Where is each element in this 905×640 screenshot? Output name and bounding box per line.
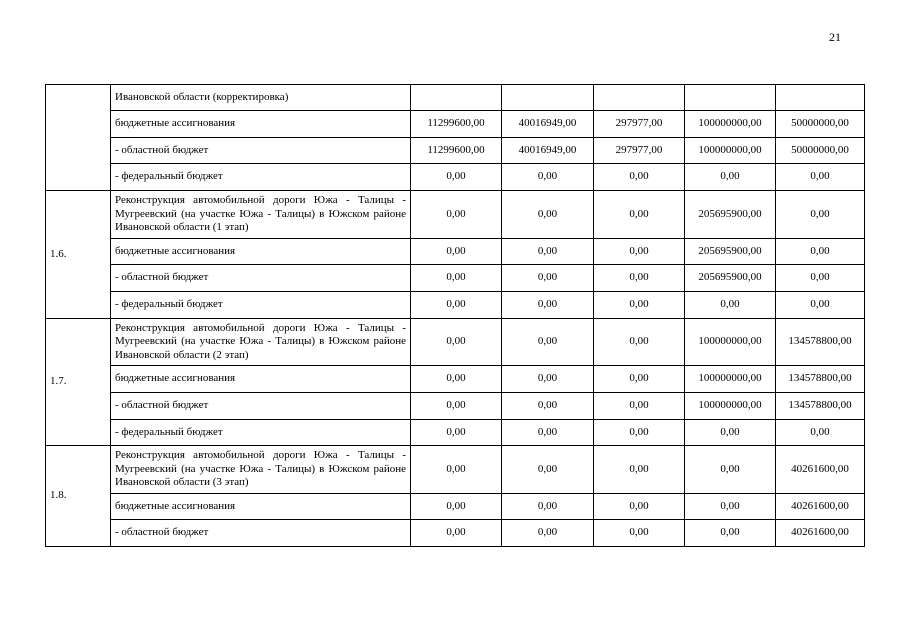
value-cell: 100000000,00 — [685, 392, 776, 419]
row-label: бюджетные ассигнования — [111, 366, 411, 393]
value-cell: 0,00 — [594, 164, 685, 191]
value-cell — [594, 85, 685, 111]
value-cell: 0,00 — [594, 446, 685, 494]
value-cell: 40016949,00 — [502, 111, 594, 138]
row-label: Ивановской области (корректировка) — [111, 85, 411, 111]
value-cell: 134578800,00 — [776, 392, 865, 419]
value-cell: 0,00 — [594, 318, 685, 366]
value-cell: 0,00 — [411, 238, 502, 265]
value-cell: 0,00 — [685, 419, 776, 446]
value-cell: 0,00 — [594, 265, 685, 292]
value-cell: 0,00 — [411, 392, 502, 419]
value-cell: 40261600,00 — [776, 446, 865, 494]
value-cell: 40261600,00 — [776, 493, 865, 520]
value-cell: 0,00 — [594, 419, 685, 446]
value-cell: 0,00 — [502, 291, 594, 318]
value-cell: 0,00 — [685, 446, 776, 494]
value-cell: 0,00 — [776, 265, 865, 292]
row-label: бюджетные ассигнования — [111, 238, 411, 265]
value-cell: 0,00 — [776, 238, 865, 265]
row-label: - федеральный бюджет — [111, 164, 411, 191]
value-cell: 297977,00 — [594, 111, 685, 138]
value-cell: 0,00 — [411, 520, 502, 547]
value-cell: 0,00 — [776, 191, 865, 239]
value-cell: 0,00 — [594, 520, 685, 547]
table-row — [46, 164, 865, 191]
page-number: 21 — [829, 30, 841, 44]
value-cell: 100000000,00 — [685, 111, 776, 138]
value-cell: 0,00 — [685, 493, 776, 520]
value-cell: 134578800,00 — [776, 366, 865, 393]
value-cell: 0,00 — [502, 265, 594, 292]
value-cell: 40261600,00 — [776, 520, 865, 547]
value-cell: 205695900,00 — [685, 265, 776, 292]
row-label: - федеральный бюджет — [111, 291, 411, 318]
table-row — [46, 392, 865, 419]
value-cell: 0,00 — [776, 164, 865, 191]
item-number: 1.8. — [46, 446, 111, 547]
value-cell: 0,00 — [411, 493, 502, 520]
value-cell: 297977,00 — [594, 137, 685, 164]
value-cell: 11299600,00 — [411, 137, 502, 164]
value-cell: 205695900,00 — [685, 191, 776, 239]
value-cell: 205695900,00 — [685, 238, 776, 265]
table-row — [46, 318, 865, 366]
value-cell: 0,00 — [502, 419, 594, 446]
value-cell: 134578800,00 — [776, 318, 865, 366]
row-label: бюджетные ассигнования — [111, 493, 411, 520]
value-cell: 0,00 — [502, 520, 594, 547]
table-row — [46, 191, 865, 239]
value-cell: 0,00 — [411, 419, 502, 446]
value-cell: 0,00 — [776, 419, 865, 446]
row-label: Реконструкция автомобильной дороги Южа - Талицы - Мугреевский (на участке Южа - Талицы) в Южском районе Ивановской области (3 этап) — [111, 446, 411, 494]
value-cell: 0,00 — [594, 392, 685, 419]
table-row — [46, 265, 865, 292]
value-cell: 11299600,00 — [411, 111, 502, 138]
value-cell: 0,00 — [685, 520, 776, 547]
value-cell: 0,00 — [594, 291, 685, 318]
row-label: - областной бюджет — [111, 265, 411, 292]
value-cell: 0,00 — [502, 238, 594, 265]
row-label: Реконструкция автомобильной дороги Южа - Талицы - Мугреевский (на участке Южа - Талицы) в Южском районе Ивановской области (1 этап) — [111, 191, 411, 239]
row-label: Реконструкция автомобильной дороги Южа - Талицы - Мугреевский (на участке Южа - Талицы) в Южском районе Ивановской области (2 этап) — [111, 318, 411, 366]
table-row — [46, 291, 865, 318]
row-label: бюджетные ассигнования — [111, 111, 411, 138]
value-cell: 0,00 — [411, 191, 502, 239]
table-row — [46, 446, 865, 494]
budget-table — [45, 84, 865, 547]
table-row — [46, 520, 865, 547]
value-cell: 0,00 — [411, 366, 502, 393]
row-label: - областной бюджет — [111, 392, 411, 419]
value-cell: 0,00 — [411, 164, 502, 191]
value-cell: 0,00 — [685, 164, 776, 191]
value-cell: 0,00 — [411, 318, 502, 366]
value-cell: 0,00 — [594, 366, 685, 393]
value-cell: 50000000,00 — [776, 111, 865, 138]
value-cell: 0,00 — [502, 392, 594, 419]
table-row — [46, 85, 865, 111]
value-cell: 0,00 — [411, 446, 502, 494]
value-cell: 0,00 — [685, 291, 776, 318]
value-cell: 100000000,00 — [685, 137, 776, 164]
value-cell: 0,00 — [594, 493, 685, 520]
value-cell: 0,00 — [502, 318, 594, 366]
value-cell: 0,00 — [594, 238, 685, 265]
table-row — [46, 238, 865, 265]
value-cell: 0,00 — [502, 446, 594, 494]
item-number — [46, 85, 111, 191]
value-cell: 100000000,00 — [685, 318, 776, 366]
table-row — [46, 111, 865, 138]
item-number: 1.6. — [46, 191, 111, 319]
value-cell — [411, 85, 502, 111]
value-cell: 0,00 — [502, 164, 594, 191]
row-label: - федеральный бюджет — [111, 419, 411, 446]
table-row — [46, 493, 865, 520]
budget-table-body — [46, 85, 865, 547]
value-cell: 0,00 — [594, 191, 685, 239]
value-cell: 0,00 — [502, 493, 594, 520]
item-number: 1.7. — [46, 318, 111, 446]
value-cell: 0,00 — [502, 191, 594, 239]
value-cell — [685, 85, 776, 111]
value-cell: 0,00 — [502, 366, 594, 393]
value-cell — [502, 85, 594, 111]
row-label: - областной бюджет — [111, 137, 411, 164]
value-cell: 40016949,00 — [502, 137, 594, 164]
value-cell: 50000000,00 — [776, 137, 865, 164]
table-row — [46, 366, 865, 393]
value-cell — [776, 85, 865, 111]
table-row — [46, 137, 865, 164]
value-cell: 0,00 — [411, 291, 502, 318]
value-cell: 100000000,00 — [685, 366, 776, 393]
value-cell: 0,00 — [776, 291, 865, 318]
row-label: - областной бюджет — [111, 520, 411, 547]
value-cell: 0,00 — [411, 265, 502, 292]
table-row — [46, 419, 865, 446]
